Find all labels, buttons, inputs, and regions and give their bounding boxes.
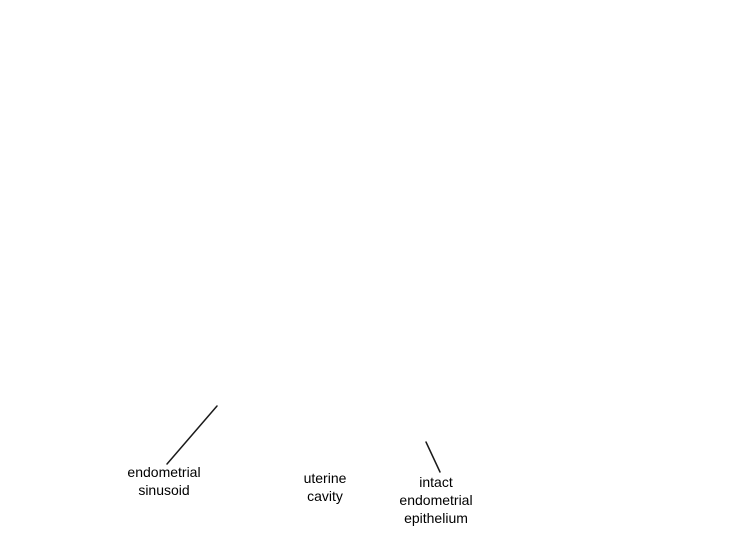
label-line: endometrial (127, 464, 201, 480)
label-line: epithelium (404, 510, 468, 526)
epithelium-leader-line (426, 442, 440, 472)
label-line: sinusoid (138, 482, 190, 498)
label-endometrial-sinusoid (104, 463, 224, 499)
label-line: cavity (307, 488, 343, 504)
sinusoid-leader-line (167, 406, 217, 464)
label-uterine-cavity (275, 469, 375, 505)
label-intact-endometrial-epithelium (376, 473, 496, 527)
label-line: uterine (303, 470, 347, 486)
label-line: intact (419, 474, 453, 490)
label-line: endometrial (399, 492, 473, 508)
